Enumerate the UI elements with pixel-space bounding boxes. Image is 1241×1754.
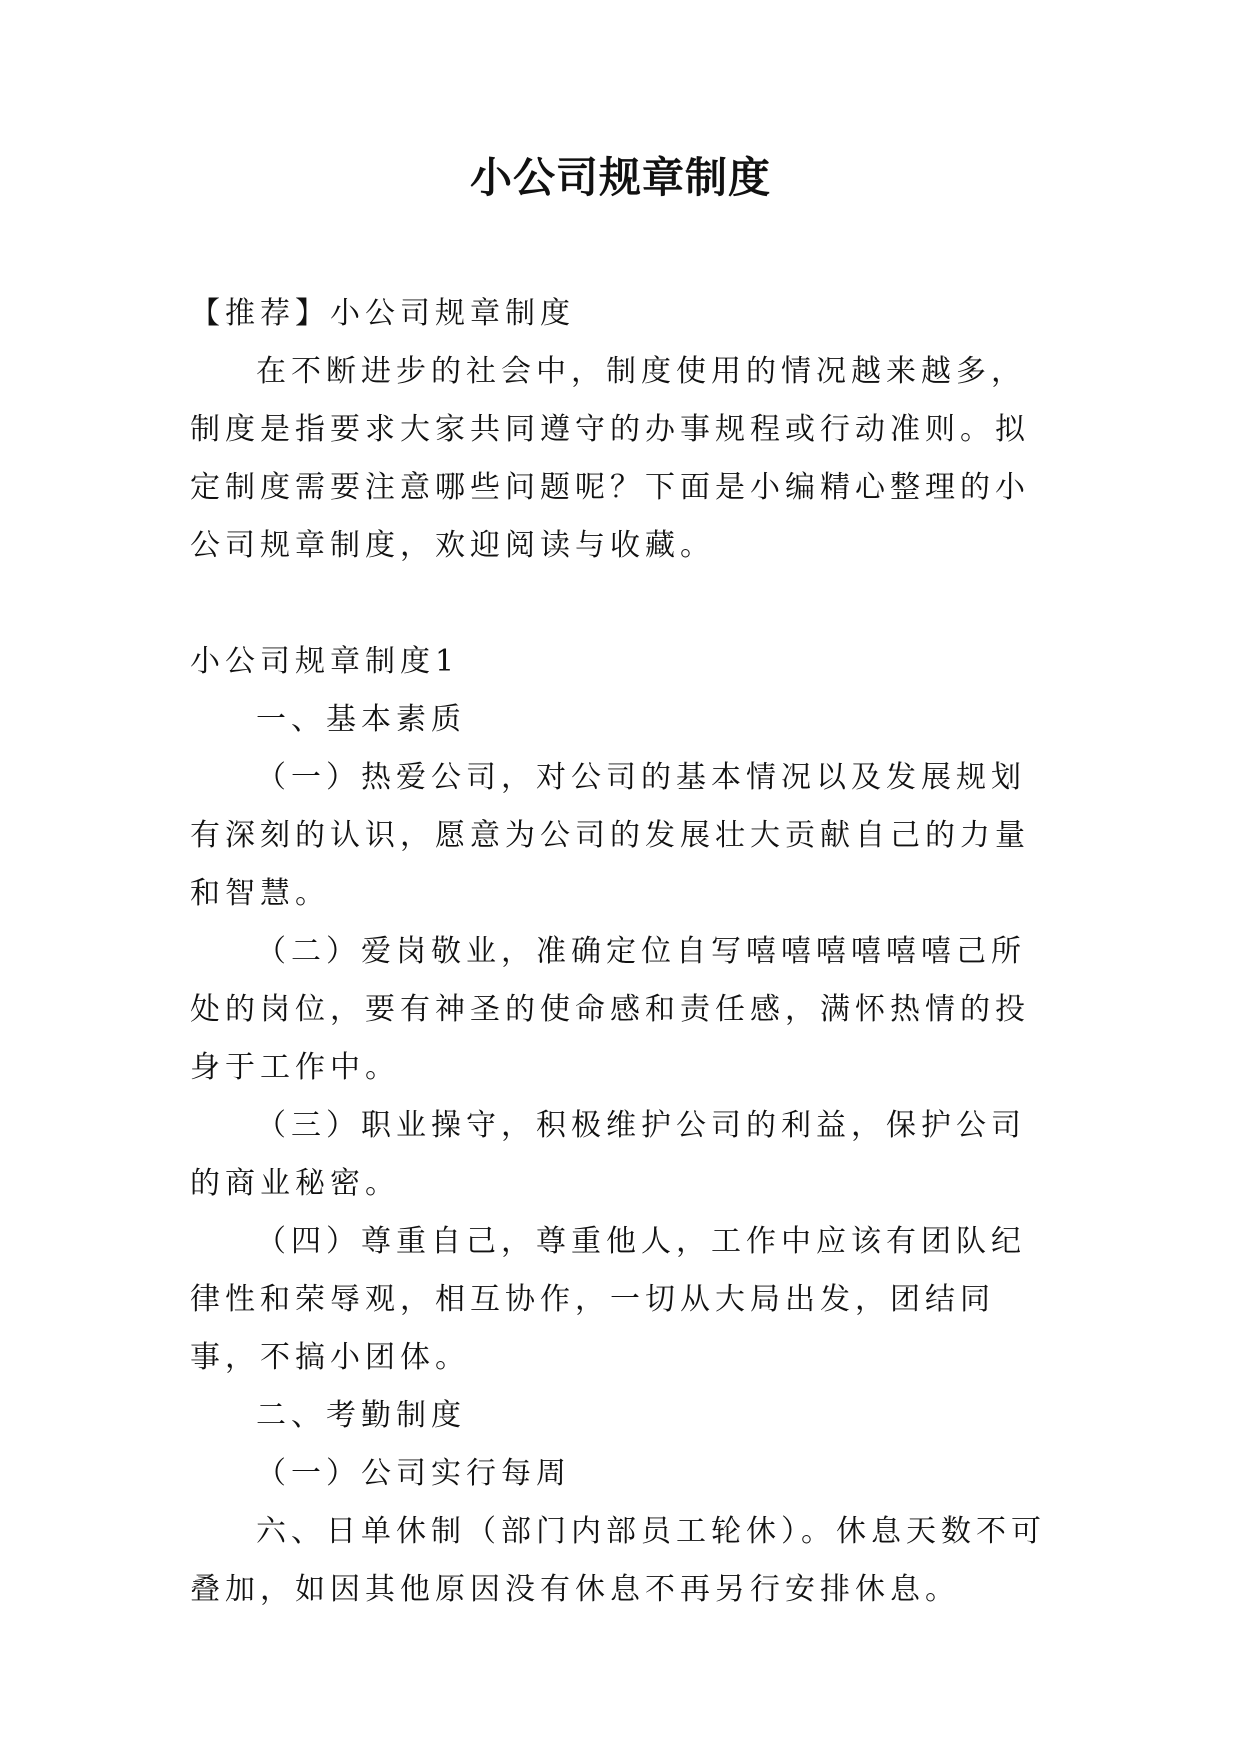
paragraph-attendance-2: 六、日单休制（部门内部员工轮休）。休息天数不可叠加，如因其他原因没有休息不再另行安排休息。	[190, 1514, 1046, 1607]
spacer	[190, 575, 1050, 633]
paragraph-attendance-1: （一）公司实行每周	[256, 1456, 571, 1491]
section-heading-1: 小公司规章制度1	[190, 644, 460, 679]
document-title: 小公司规章制度	[469, 153, 771, 202]
paragraph-item-1: （一）热爱公司，对公司的基本情况以及发展规划有深刻的认识，愿意为公司的发展壮大贡献自己的力量和智慧。	[190, 760, 1030, 911]
intro-paragraph: 在不断进步的社会中，制度使用的情况越来越多，制度是指要求大家共同遵守的办事规程或行动准则。拟定制度需要注意哪些问题呢？下面是小编精心整理的小公司规章制度，欢迎阅读与收藏。	[190, 354, 1030, 563]
document-body	[190, 285, 1050, 1619]
paragraph-item-2: （二）爱岗敬业，准确定位自写嘻嘻嘻嘻嘻嘻己所处的岗位，要有神圣的使命感和责任感，满怀热情的投身于工作中。	[190, 934, 1030, 1085]
paragraph-item-3: （三）职业操守，积极维护公司的利益，保护公司的商业秘密。	[190, 1108, 1026, 1201]
recommend-heading: 【推荐】小公司规章制度	[190, 296, 575, 331]
subsection-basic-quality: 一、基本素质	[256, 702, 466, 737]
paragraph-item-4: （四）尊重自己，尊重他人，工作中应该有团队纪律性和荣辱观，相互协作，一切从大局出发，团结同事，不搞小团体。	[190, 1224, 1026, 1375]
subsection-attendance: 二、考勤制度	[256, 1398, 466, 1433]
